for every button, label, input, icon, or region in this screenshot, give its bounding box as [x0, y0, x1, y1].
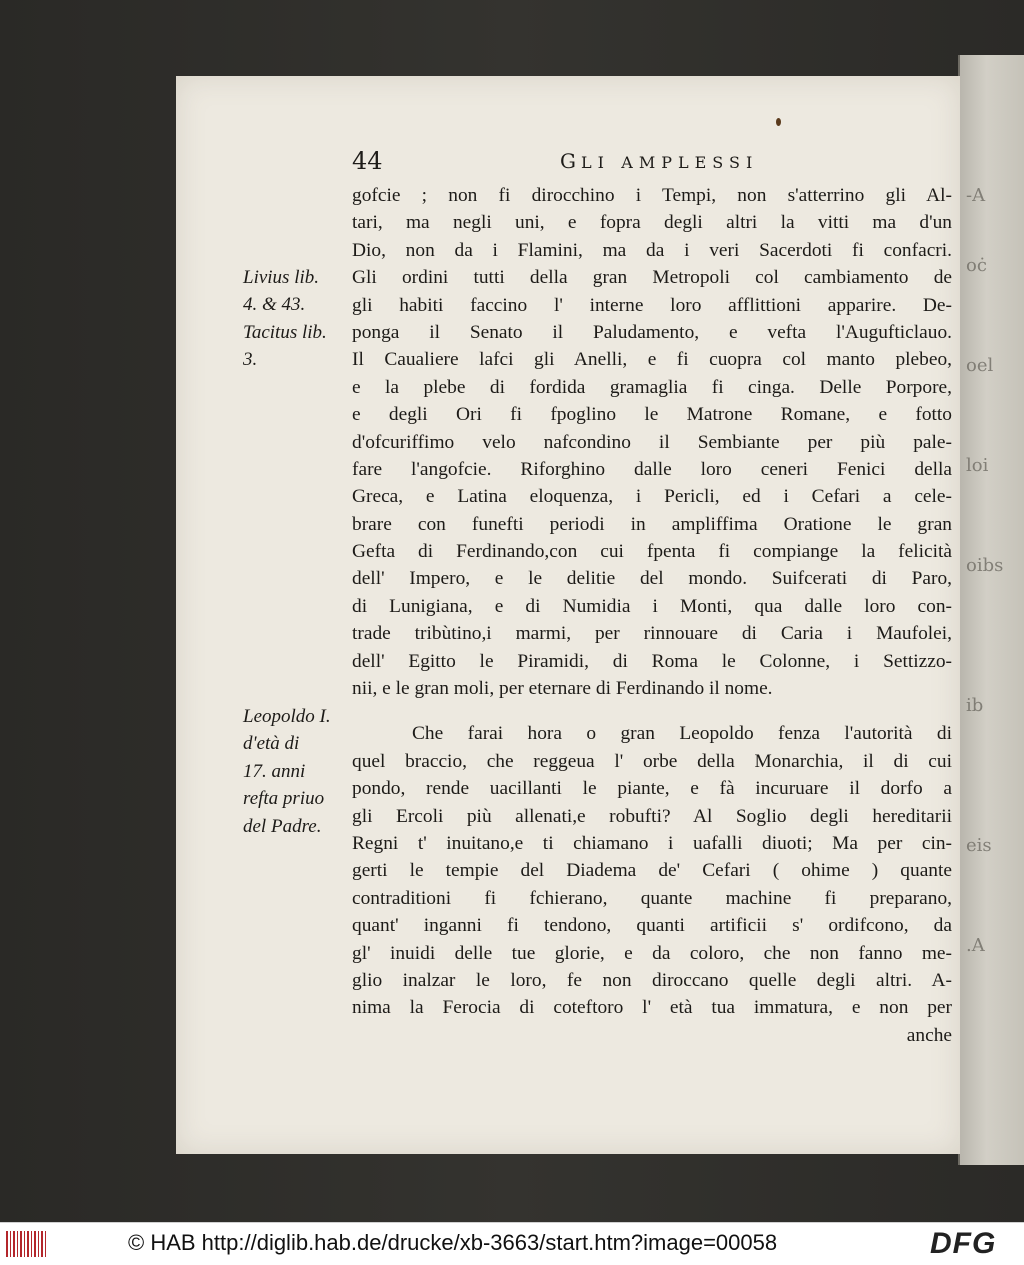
text-line: Greca, e Latina eloquenza, i Pericli, ed i Cefari a cele-	[352, 486, 952, 508]
text-line: gli Ercoli più allenati,e robufti? Al Soglio degli hereditarii	[352, 805, 952, 827]
text-line: gerti le tempie del Diadema de' Cefari ( ohime ) quante	[352, 860, 952, 882]
text-line: quel braccio, che reggeua l' orbe della Monarchia, il di cui	[352, 750, 952, 772]
text-line: gl' inuidi delle tue glorie, e da coloro, che non fanno me-	[352, 942, 952, 964]
page-number: 44	[352, 147, 383, 175]
margin-note-line: 3.	[243, 349, 258, 371]
text-line: gofcie ; non fi dirocchino i Tempi, non s'atterrino gli Al-	[352, 185, 952, 206]
ink-spot	[776, 118, 781, 126]
text-line: quant' inganni fi tendono, quanti artificii s' ordifcono, da	[352, 915, 952, 937]
hab-barcode-logo	[6, 1231, 46, 1257]
running-title-word2: AMPLESSI	[621, 153, 759, 172]
text-line: dell' Impero, e le delitie del mondo. Suifcerati di Paro,	[352, 568, 952, 590]
dfg-logo: DFG	[930, 1227, 997, 1260]
text-line: Il Caualiere lafci gli Anelli, e fi cuopra col manto plebeo,	[352, 349, 952, 371]
text-line: fare l'angofcie. Riforghino dalle loro ceneri Fenici della	[352, 458, 952, 480]
text-line: dell' Egitto le Piramidi, di Roma le Colonne, i Settizzo-	[352, 650, 952, 672]
running-title	[560, 149, 758, 173]
viewer-footer	[0, 1222, 1024, 1265]
text-line: pondo, rende uacillanti le piante, e fà incuruare il dorfo a	[352, 778, 952, 800]
margin-note-leopoldo	[243, 703, 348, 840]
margin-note-line: d'età di	[243, 733, 300, 755]
text-line: trade tribùtino,i marmi, per rinnouare di Caria i Maufolei,	[352, 623, 952, 645]
main-text	[352, 182, 952, 1049]
margin-note-line: 17. anni	[243, 760, 306, 782]
text-line: Regni t' inuitano,e ti chiamano i uafalli diuoti; Ma per cin-	[352, 832, 952, 854]
text-line: gli habiti faccino l' interne loro afflittioni apparire. De-	[352, 294, 952, 316]
text-line: e degli Ori fi fpoglino le Matrone Romane, e fotto	[352, 404, 952, 426]
running-title-rest: LI	[580, 153, 610, 172]
text-line: Che farai hora o gran Leopoldo fenza l'autorità di	[412, 723, 952, 745]
text-line: tari, ma negli uni, e fopra degli altri la vitti ma d'un	[352, 212, 952, 234]
text-line: e la plebe di fordida gramaglia fi cinga. Delle Porpore,	[352, 376, 952, 398]
text-line: Gefta di Ferdinando,con cui fpenta fi compiange la felicità	[352, 541, 952, 563]
margin-note-sources	[243, 264, 348, 374]
adjacent-page-edge: -A oċ oel loi oibs ib eis .A	[958, 55, 1024, 1165]
running-title-initial: G	[560, 149, 581, 173]
text-line: nii, e le gran moli, per eternare di Ferdinando il nome.	[352, 678, 773, 700]
copyright-url[interactable]: © HAB http://diglib.hab.de/drucke/xb-3663/start.htm?image=00058	[128, 1230, 778, 1255]
text-line: Dio, non da i Flamini, ma da i veri Sacerdoti fi confacri.	[352, 239, 952, 261]
text-line: d'ofcuriffimo velo nafcondino il Sembiante per più pale-	[352, 431, 952, 453]
margin-note-line: 4. & 43.	[243, 294, 306, 316]
page-header	[352, 147, 952, 177]
margin-note-line: Leopoldo I.	[243, 706, 331, 727]
text-line: contraditioni fi fchierano, quante machine fi preparano,	[352, 887, 952, 909]
text-line: glio inalzar le loro, fe non diroccano quelle degli altri. A-	[352, 969, 952, 991]
text-line: Gli ordini tutti della gran Metropoli col cambiamento de	[352, 267, 952, 289]
text-line: di Lunigiana, e di Numidia i Monti, qua dalle loro con-	[352, 595, 952, 617]
margin-note-line: Tacitus lib.	[243, 321, 327, 343]
text-line: brare con funefti periodi in ampliffima Oratione le gran	[352, 513, 952, 535]
margin-note-line: del Padre.	[243, 815, 322, 837]
margin-note-line: Livius lib.	[243, 267, 320, 288]
catchword: anche	[906, 1024, 952, 1046]
margin-note-line: refta priuo	[243, 788, 325, 810]
text-line: ponga il Senato il Paludamento, e vefta l'Augufticlauo.	[352, 321, 952, 343]
text-line: nima la Ferocia di coteftoro l' età tua immatura, e non per	[352, 997, 952, 1019]
